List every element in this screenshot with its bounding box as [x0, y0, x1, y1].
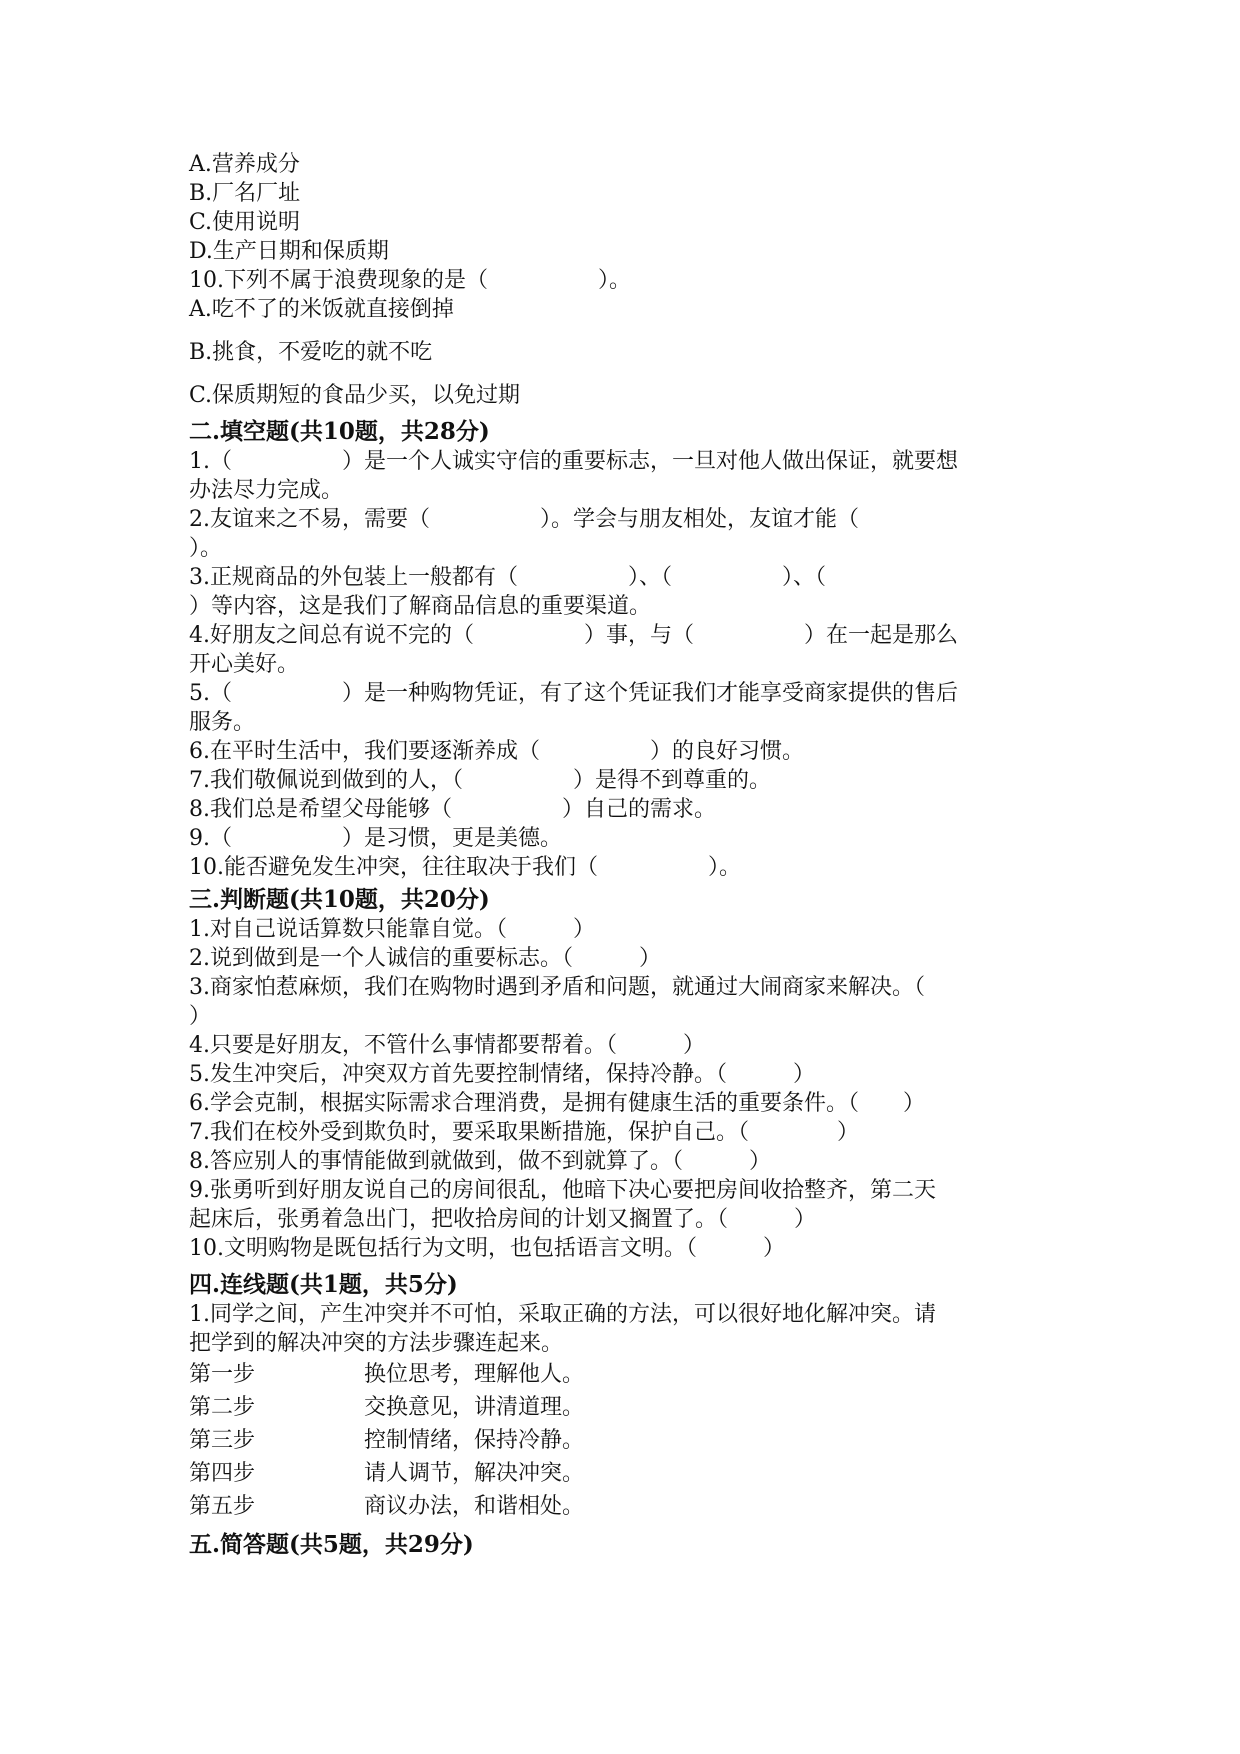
- fill-q5-line2: 服务。: [189, 710, 256, 735]
- option-c: C.保质期短的食品少买，以免过期: [189, 383, 521, 408]
- fill-q6: 6.在平时生活中，我们要逐渐养成（ ）的良好习惯。: [189, 739, 804, 764]
- match-right: 请人调节，解决冲突。: [364, 1461, 585, 1486]
- fill-q8: 8.我们总是希望父母能够（ ）自己的需求。: [189, 797, 716, 822]
- tf-q9-line1: 9.张勇听到好朋友说自己的房间很乱，他暗下决心要把房间收拾整齐，第二天: [189, 1178, 936, 1203]
- fill-q2-line2: ）。: [189, 536, 223, 561]
- fill-q2-line1: 2.友谊来之不易，需要（ ）。学会与朋友相处，友谊才能（: [189, 507, 859, 532]
- tf-q4: 4.只要是好朋友，不管什么事情都要帮着。（ ）: [189, 1033, 705, 1058]
- exam-page: [189, 150, 1069, 1560]
- section-true-false: [189, 915, 1069, 1263]
- option-c: C.使用说明: [189, 210, 301, 235]
- section-title-matching: 四.连线题(共1题，共5分): [189, 1271, 458, 1298]
- match-row: [189, 1359, 1069, 1391]
- option-d: D.生产日期和保质期: [189, 239, 389, 264]
- option-a: A.营养成分: [189, 152, 300, 177]
- fill-q1-line1: 1.（ ）是一个人诚实守信的重要标志，一旦对他人做出保证，就要想: [189, 449, 958, 474]
- match-right: 换位思考，理解他人。: [364, 1362, 585, 1387]
- section-title-true-false: 三.判断题(共10题，共20分): [189, 886, 490, 913]
- tf-q6: 6.学会克制，根据实际需求合理消费，是拥有健康生活的重要条件。（ ）: [189, 1091, 925, 1116]
- fill-q4-line1: 4.好朋友之间总有说不完的（ ）事，与（ ）在一起是那么: [189, 623, 958, 648]
- fill-q5-line1: 5.（ ）是一种购物凭证，有了这个凭证我们才能享受商家提供的售后: [189, 681, 958, 706]
- fill-q1-line2: 办法尽力完成。: [189, 478, 344, 503]
- match-left: 第二步: [189, 1395, 256, 1420]
- tf-q1: 1.对自己说话算数只能靠自觉。（ ）: [189, 917, 595, 942]
- option-b: B.挑食，不爱吃的就不吃: [189, 340, 433, 365]
- option-b: B.厂名厂址: [189, 181, 301, 206]
- section-title-fill-in: 二.填空题(共10题，共28分): [189, 418, 490, 445]
- tf-q3-line2: ）: [189, 1004, 212, 1029]
- match-row: [189, 1491, 1069, 1523]
- match-question-line1: 1.同学之间，产生冲突并不可怕，采取正确的方法，可以很好地化解冲突。请: [189, 1302, 936, 1327]
- fill-q7: 7.我们敬佩说到做到的人，（ ）是得不到尊重的。: [189, 768, 771, 793]
- tf-q9-line2: 起床后，张勇着急出门，把收拾房间的计划又搁置了。（ ）: [189, 1207, 817, 1232]
- match-row: [189, 1392, 1069, 1424]
- match-right: 交换意见，讲清道理。: [364, 1395, 585, 1420]
- fill-q4-line2: 开心美好。: [189, 652, 300, 677]
- match-left: 第一步: [189, 1362, 256, 1387]
- option-a: A.吃不了的米饭就直接倒掉: [189, 297, 454, 322]
- tf-q3-line1: 3.商家怕惹麻烦，我们在购物时遇到矛盾和问题，就通过大闹商家来解决。（: [189, 975, 925, 1000]
- fill-q9: 9.（ ）是习惯，更是美德。: [189, 826, 562, 851]
- match-left: 第四步: [189, 1461, 256, 1486]
- fill-q10: 10.能否避免发生冲突，往往取决于我们（ ）。: [189, 855, 741, 880]
- match-right: 控制情绪，保持冷静。: [364, 1428, 585, 1453]
- fill-q3-line1: 3.正规商品的外包装上一般都有（ ）、（ ）、（: [189, 565, 826, 590]
- tf-q10: 10.文明购物是既包括行为文明，也包括语言文明。（ ）: [189, 1236, 785, 1261]
- tf-q7: 7.我们在校外受到欺负时，要采取果断措施，保护自己。（ ）: [189, 1120, 859, 1145]
- match-right: 商议办法，和谐相处。: [364, 1494, 585, 1519]
- question-stem: 10.下列不属于浪费现象的是（ ）。: [189, 268, 631, 293]
- match-left: 第三步: [189, 1428, 256, 1453]
- tf-q5: 5.发生冲突后，冲突双方首先要控制情绪，保持冷静。（ ）: [189, 1062, 815, 1087]
- match-row: [189, 1458, 1069, 1490]
- question-10: [189, 266, 1069, 410]
- section-title-short-answer: 五.简答题(共5题，共29分): [189, 1531, 474, 1558]
- match-question-line2: 把学到的解决冲突的方法步骤连起来。: [189, 1331, 564, 1356]
- tf-q2: 2.说到做到是一个人诚信的重要标志。（ ）: [189, 946, 661, 971]
- fill-q3-line2: ）等内容，这是我们了解商品信息的重要渠道。: [189, 594, 652, 619]
- tf-q8: 8.答应别人的事情能做到就做到，做不到就算了。（ ）: [189, 1149, 771, 1174]
- match-row: [189, 1425, 1069, 1457]
- section-matching: [189, 1300, 1069, 1523]
- section-fill-in: [189, 447, 1069, 882]
- q9-options: [189, 150, 1069, 266]
- match-left: 第五步: [189, 1494, 256, 1519]
